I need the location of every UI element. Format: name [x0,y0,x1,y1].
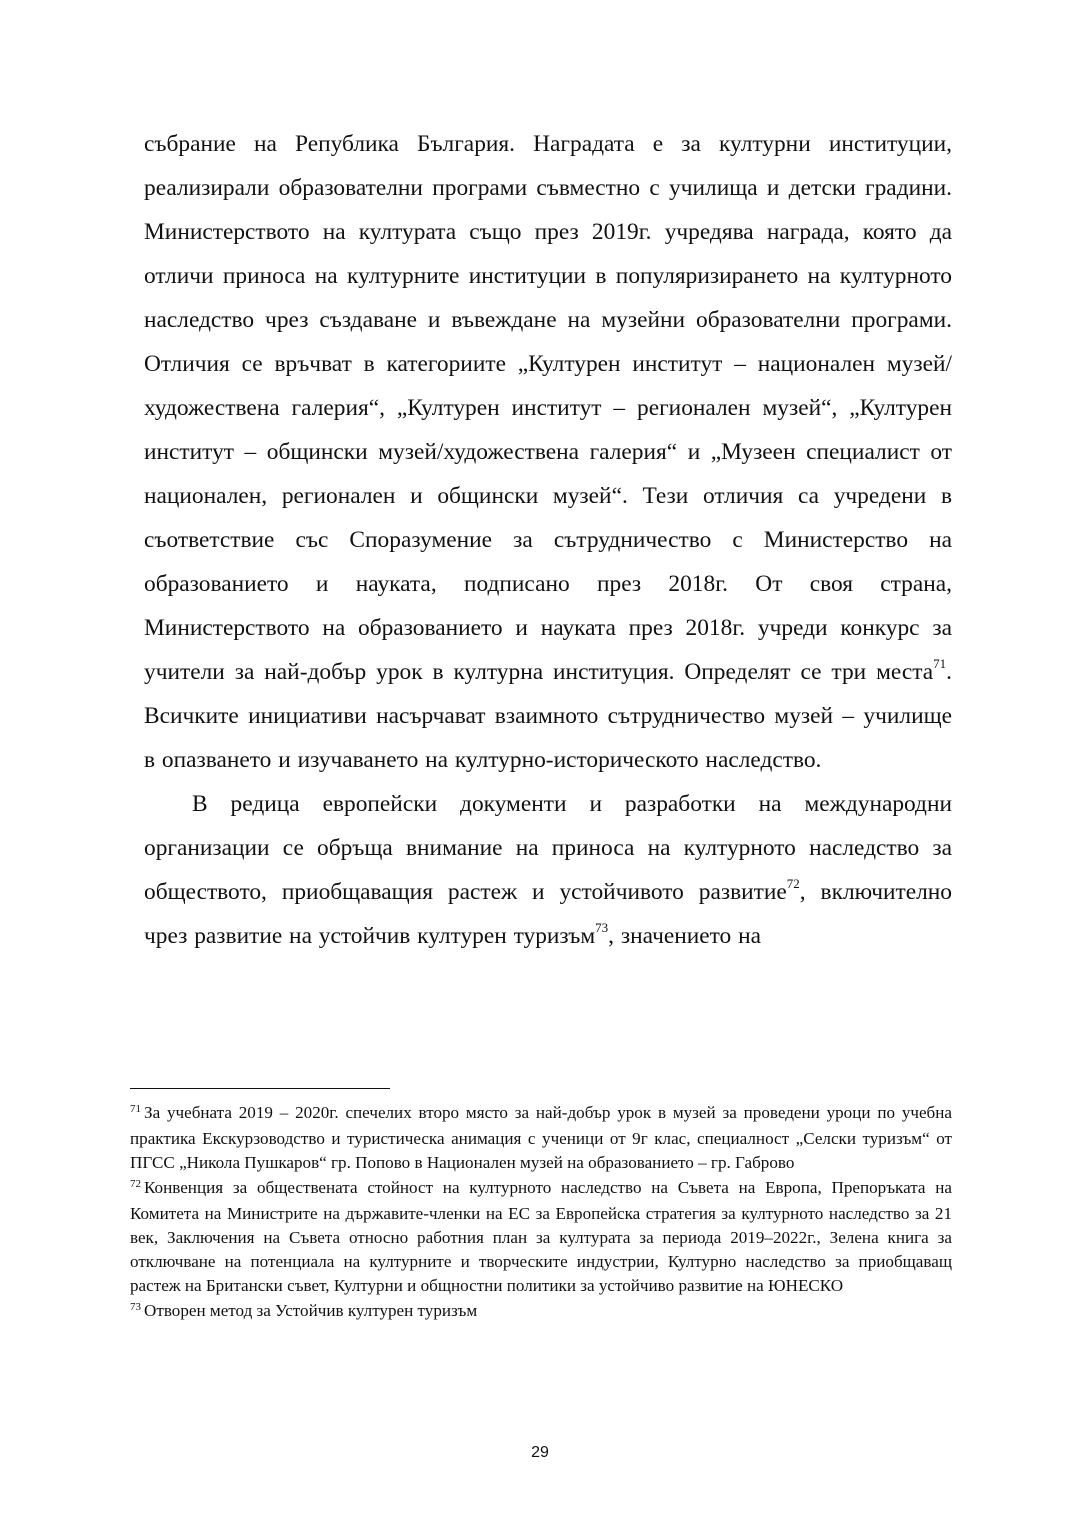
body-text [144,122,952,958]
paragraph-1-text-end: . Всичките инициативи насърчават взаимното сътрудничество музей – училище в опазването и изучаването на културно-историческото наследство. [144,659,952,773]
footnote-number: 72 [130,1177,141,1190]
page-number: 29 [531,1444,549,1461]
paragraph-2 [144,782,952,958]
paragraph-1 [144,122,952,782]
footnote-ref-72[interactable]: 72 [786,876,800,892]
footnote-71 [130,1101,952,1176]
footnote-72 [130,1176,952,1299]
paragraph-2-text-end: , значението на [608,923,761,949]
footnote-text: Отворен метод за Устойчив културен туризъм [144,1300,478,1320]
footnote-ref-71[interactable]: 71 [933,656,947,672]
footnote-number: 73 [130,1300,141,1313]
footnotes [130,1101,952,1325]
footnote-text: За учебната 2019 – 2020г. спечелих второ място за най-добър урок в музей за проведени уроци по учебна практика Екскурзоводство и туристическа анимация с ученици от 9г клас, специалност „Селски туризъм“ от ПГСС „Никола Пушкаров“ гр. Попово в Национален музей на образованието – гр. Габрово [130,1103,952,1173]
paragraph-2-text: В редица европейски документи и разработки на международни организации се обръща внимание на приноса на културното наследство за обществото, приобщаващия растеж и устойчивото развитие [144,791,952,905]
paragraph-2-text-middle: , включително чрез развитие на устойчив културен туризъм [144,879,952,949]
footnote-number: 71 [130,1103,141,1115]
footnote-text: Конвенция за обществената стойност на културното наследство на Съвета на Европа, Препоръката на Комитета на Министрите на държавите-членки на ЕС за Европейска стратегия за културното наследство за 21 век, Заключения на Съвета относно работния план за културата за периода 2019–2022г., Зелена книга за отключване на потенциала на културните и творческите индустрии, Културно наследство за приобщаващ растеж на Британски съвет, Културни и общностни политики за устойчиво развитие на ЮНЕСКО [130,1177,952,1296]
footnote-73 [130,1299,952,1325]
footnote-separator [130,1088,390,1089]
footnote-ref-73[interactable]: 73 [595,920,609,936]
paragraph-1-text: събрание на Република България. Наградата е за културни институции, реализирали образователни програми съвместно с училища и детски градини. Министерството на културата също през 2019г. учредява награда, която да отличи приноса на културните институции в популяризирането на културното наследство чрез създаване и въвеждане на музейни образователни програми. Отличия се връчват в категориите „Културен институт – национален музей/художествена галерия“, „Културен институт – регионален музей“, „Културен институт – общински музей/художествена галерия“ и „Музеен специалист от национален, регионален и общински музей“. Тези отличия са учредени в съответствие със Споразумение за сътрудничество с Министерство на образованието и науката, подписано през 2018г. От своя страна, Министерството на образованието и науката през 2018г. учреди конкурс за учители за най-добър урок в културна институция. Определят се три места [144,131,952,685]
